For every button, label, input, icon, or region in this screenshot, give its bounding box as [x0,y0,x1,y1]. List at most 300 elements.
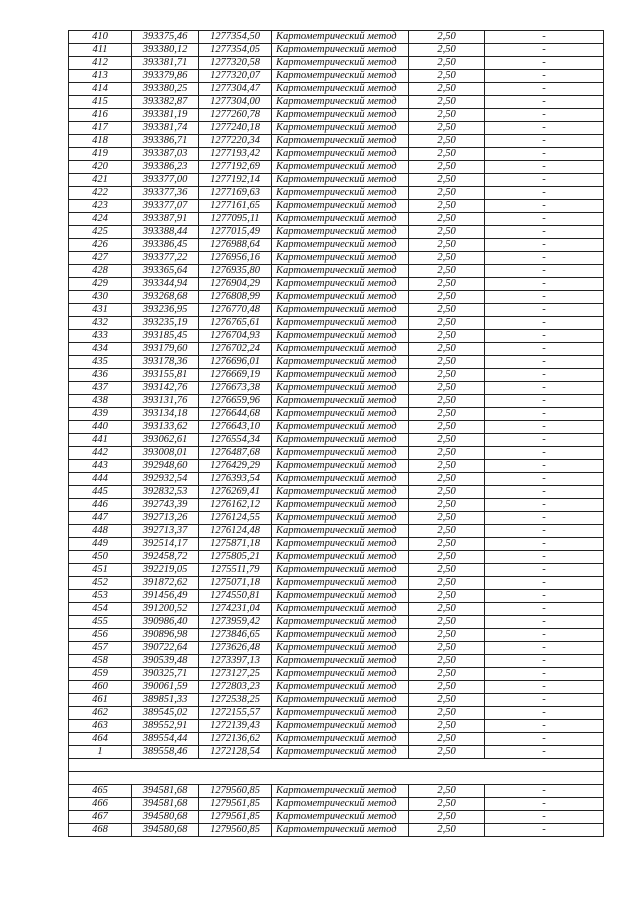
method-cell: Картометрический метод [272,252,409,265]
note-cell: - [485,668,604,681]
point-number-cell: 452 [69,577,132,590]
accuracy-cell: 2,50 [409,746,485,759]
method-cell: Картометрический метод [272,577,409,590]
note-cell: - [485,590,604,603]
table-row [69,174,604,187]
accuracy-cell: 2,50 [409,707,485,720]
x-coordinate-cell: 393142,76 [132,382,199,395]
method-cell: Картометрический метод [272,746,409,759]
x-coordinate-cell: 392932,54 [132,473,199,486]
table-row [69,382,604,395]
note-cell: - [485,797,604,810]
accuracy-cell: 2,50 [409,330,485,343]
note-cell: - [485,694,604,707]
method-cell: Картометрический метод [272,161,409,174]
x-coordinate-cell: 393387,91 [132,213,199,226]
note-cell: - [485,226,604,239]
accuracy-cell: 2,50 [409,252,485,265]
accuracy-cell: 2,50 [409,681,485,694]
x-coordinate-cell: 393381,71 [132,57,199,70]
table-row [69,96,604,109]
method-cell: Картометрический метод [272,551,409,564]
table-separator-row [69,771,604,784]
accuracy-cell: 2,50 [409,603,485,616]
point-number-cell: 454 [69,603,132,616]
y-coordinate-cell: 1277192,14 [199,174,272,187]
table-row [69,109,604,122]
note-cell: - [485,629,604,642]
y-coordinate-cell: 1279560,85 [199,823,272,836]
y-coordinate-cell: 1277354,50 [199,31,272,44]
note-cell: - [485,148,604,161]
accuracy-cell: 2,50 [409,499,485,512]
table-row [69,213,604,226]
accuracy-cell: 2,50 [409,460,485,473]
table-row [69,473,604,486]
accuracy-cell: 2,50 [409,44,485,57]
point-number-cell: 415 [69,96,132,109]
y-coordinate-cell: 1277220,34 [199,135,272,148]
method-cell: Картометрический метод [272,291,409,304]
x-coordinate-cell: 393381,74 [132,122,199,135]
coordinates-table [68,30,604,837]
x-coordinate-cell: 390061,59 [132,681,199,694]
point-number-cell: 433 [69,330,132,343]
method-cell: Картометрический метод [272,603,409,616]
x-coordinate-cell: 393134,18 [132,408,199,421]
accuracy-cell: 2,50 [409,304,485,317]
y-coordinate-cell: 1277095,11 [199,213,272,226]
x-coordinate-cell: 391872,62 [132,577,199,590]
point-number-cell: 453 [69,590,132,603]
x-coordinate-cell: 393185,45 [132,330,199,343]
note-cell: - [485,707,604,720]
y-coordinate-cell: 1277304,00 [199,96,272,109]
method-cell: Картометрический метод [272,460,409,473]
y-coordinate-cell: 1279561,85 [199,797,272,810]
point-number-cell: 423 [69,200,132,213]
x-coordinate-cell: 393375,46 [132,31,199,44]
accuracy-cell: 2,50 [409,239,485,252]
method-cell: Картометрический метод [272,226,409,239]
method-cell: Картометрический метод [272,31,409,44]
table-row [69,590,604,603]
y-coordinate-cell: 1276702,24 [199,343,272,356]
x-coordinate-cell: 393062,61 [132,434,199,447]
table-row [69,70,604,83]
table-row [69,239,604,252]
table-row [69,330,604,343]
table-row [69,577,604,590]
accuracy-cell: 2,50 [409,797,485,810]
point-number-cell: 466 [69,797,132,810]
accuracy-cell: 2,50 [409,473,485,486]
point-number-cell: 455 [69,616,132,629]
x-coordinate-cell: 391200,52 [132,603,199,616]
method-cell: Картометрический метод [272,330,409,343]
note-cell: - [485,239,604,252]
table-row [69,83,604,96]
table-row [69,603,604,616]
x-coordinate-cell: 393236,95 [132,304,199,317]
x-coordinate-cell: 393380,25 [132,83,199,96]
y-coordinate-cell: 1276554,34 [199,434,272,447]
point-number-cell: 425 [69,226,132,239]
note-cell: - [485,460,604,473]
accuracy-cell: 2,50 [409,538,485,551]
table-row [69,655,604,668]
point-number-cell: 451 [69,564,132,577]
point-number-cell: 426 [69,239,132,252]
table-row [69,642,604,655]
y-coordinate-cell: 1273397,13 [199,655,272,668]
point-number-cell: 446 [69,499,132,512]
x-coordinate-cell: 390539,48 [132,655,199,668]
x-coordinate-cell: 389558,46 [132,746,199,759]
accuracy-cell: 2,50 [409,629,485,642]
method-cell: Картометрический метод [272,590,409,603]
y-coordinate-cell: 1276124,48 [199,525,272,538]
x-coordinate-cell: 393235,19 [132,317,199,330]
x-coordinate-cell: 393379,86 [132,70,199,83]
x-coordinate-cell: 390896,98 [132,629,199,642]
table-row [69,733,604,746]
point-number-cell: 449 [69,538,132,551]
point-number-cell: 464 [69,733,132,746]
y-coordinate-cell: 1277354,05 [199,44,272,57]
method-cell: Картометрический метод [272,707,409,720]
note-cell: - [485,356,604,369]
x-coordinate-cell: 393386,71 [132,135,199,148]
accuracy-cell: 2,50 [409,200,485,213]
note-cell: - [485,83,604,96]
accuracy-cell: 2,50 [409,564,485,577]
point-number-cell: 436 [69,369,132,382]
y-coordinate-cell: 1276696,01 [199,356,272,369]
point-number-cell: 435 [69,356,132,369]
x-coordinate-cell: 392514,17 [132,538,199,551]
method-cell: Картометрический метод [272,213,409,226]
x-coordinate-cell: 392219,05 [132,564,199,577]
y-coordinate-cell: 1276487,68 [199,447,272,460]
y-coordinate-cell: 1276765,61 [199,317,272,330]
point-number-cell: 424 [69,213,132,226]
method-cell: Картометрический метод [272,512,409,525]
point-number-cell: 445 [69,486,132,499]
y-coordinate-cell: 1273626,48 [199,642,272,655]
point-number-cell: 463 [69,720,132,733]
point-number-cell: 443 [69,460,132,473]
method-cell: Картометрический метод [272,265,409,278]
method-cell: Картометрический метод [272,784,409,797]
y-coordinate-cell: 1276988,64 [199,239,272,252]
x-coordinate-cell: 393155,81 [132,369,199,382]
method-cell: Картометрический метод [272,200,409,213]
y-coordinate-cell: 1276669,19 [199,369,272,382]
note-cell: - [485,746,604,759]
table-row [69,810,604,823]
x-coordinate-cell: 393178,36 [132,356,199,369]
point-number-cell: 461 [69,694,132,707]
note-cell: - [485,525,604,538]
y-coordinate-cell: 1275511,79 [199,564,272,577]
y-coordinate-cell: 1277015,49 [199,226,272,239]
table-row [69,369,604,382]
x-coordinate-cell: 393131,76 [132,395,199,408]
accuracy-cell: 2,50 [409,187,485,200]
table-row [69,395,604,408]
accuracy-cell: 2,50 [409,291,485,304]
accuracy-cell: 2,50 [409,317,485,330]
point-number-cell: 429 [69,278,132,291]
method-cell: Картометрический метод [272,655,409,668]
point-number-cell: 411 [69,44,132,57]
note-cell: - [485,135,604,148]
y-coordinate-cell: 1277193,42 [199,148,272,161]
accuracy-cell: 2,50 [409,265,485,278]
y-coordinate-cell: 1276770,48 [199,304,272,317]
note-cell: - [485,720,604,733]
method-cell: Картометрический метод [272,473,409,486]
x-coordinate-cell: 392948,60 [132,460,199,473]
method-cell: Картометрический метод [272,733,409,746]
coordinates-table-gap [69,759,604,785]
table-row [69,408,604,421]
y-coordinate-cell: 1276644,68 [199,408,272,421]
accuracy-cell: 2,50 [409,590,485,603]
method-cell: Картометрический метод [272,369,409,382]
method-cell: Картометрический метод [272,421,409,434]
note-cell: - [485,421,604,434]
y-coordinate-cell: 1273127,25 [199,668,272,681]
method-cell: Картометрический метод [272,486,409,499]
accuracy-cell: 2,50 [409,278,485,291]
note-cell: - [485,44,604,57]
table-row [69,291,604,304]
point-number-cell: 418 [69,135,132,148]
x-coordinate-cell: 391456,49 [132,590,199,603]
table-row [69,135,604,148]
y-coordinate-cell: 1276269,41 [199,486,272,499]
y-coordinate-cell: 1277240,18 [199,122,272,135]
point-number-cell: 416 [69,109,132,122]
x-coordinate-cell: 394581,68 [132,784,199,797]
point-number-cell: 458 [69,655,132,668]
note-cell: - [485,395,604,408]
note-cell: - [485,655,604,668]
y-coordinate-cell: 1272538,25 [199,694,272,707]
table-row [69,823,604,836]
accuracy-cell: 2,50 [409,122,485,135]
coordinates-table-body-b [69,784,604,836]
note-cell: - [485,512,604,525]
method-cell: Картометрический метод [272,408,409,421]
table-row [69,447,604,460]
note-cell: - [485,304,604,317]
note-cell: - [485,681,604,694]
note-cell: - [485,343,604,356]
x-coordinate-cell: 393377,36 [132,187,199,200]
x-coordinate-cell: 393179,60 [132,343,199,356]
y-coordinate-cell: 1276429,29 [199,460,272,473]
point-number-cell: 413 [69,70,132,83]
accuracy-cell: 2,50 [409,525,485,538]
method-cell: Картометрический метод [272,434,409,447]
y-coordinate-cell: 1272155,57 [199,707,272,720]
method-cell: Картометрический метод [272,797,409,810]
accuracy-cell: 2,50 [409,434,485,447]
accuracy-cell: 2,50 [409,161,485,174]
x-coordinate-cell: 393008,01 [132,447,199,460]
x-coordinate-cell: 389554,44 [132,733,199,746]
x-coordinate-cell: 393380,12 [132,44,199,57]
table-row [69,434,604,447]
point-number-cell: 467 [69,810,132,823]
point-number-cell: 456 [69,629,132,642]
point-number-cell: 462 [69,707,132,720]
accuracy-cell: 2,50 [409,109,485,122]
note-cell: - [485,96,604,109]
point-number-cell: 460 [69,681,132,694]
table-row [69,356,604,369]
method-cell: Картометрический метод [272,187,409,200]
table-row [69,629,604,642]
table-row [69,265,604,278]
note-cell: - [485,317,604,330]
note-cell: - [485,369,604,382]
y-coordinate-cell: 1277192,69 [199,161,272,174]
note-cell: - [485,551,604,564]
point-number-cell: 421 [69,174,132,187]
note-cell: - [485,278,604,291]
note-cell: - [485,538,604,551]
accuracy-cell: 2,50 [409,83,485,96]
table-row [69,499,604,512]
method-cell: Картометрический метод [272,96,409,109]
x-coordinate-cell: 392832,53 [132,486,199,499]
accuracy-cell: 2,50 [409,616,485,629]
table-row [69,784,604,797]
accuracy-cell: 2,50 [409,486,485,499]
method-cell: Картометрический метод [272,304,409,317]
method-cell: Картометрический метод [272,642,409,655]
point-number-cell: 420 [69,161,132,174]
x-coordinate-cell: 394581,68 [132,797,199,810]
method-cell: Картометрический метод [272,694,409,707]
method-cell: Картометрический метод [272,83,409,96]
y-coordinate-cell: 1279560,85 [199,784,272,797]
table-row [69,707,604,720]
point-number-cell: 468 [69,823,132,836]
note-cell: - [485,213,604,226]
table-row [69,460,604,473]
point-number-cell: 450 [69,551,132,564]
table-row [69,525,604,538]
y-coordinate-cell: 1272803,23 [199,681,272,694]
point-number-cell: 419 [69,148,132,161]
y-coordinate-cell: 1275071,18 [199,577,272,590]
point-number-cell: 444 [69,473,132,486]
accuracy-cell: 2,50 [409,148,485,161]
method-cell: Картометрический метод [272,538,409,551]
method-cell: Картометрический метод [272,616,409,629]
method-cell: Картометрический метод [272,564,409,577]
table-row [69,122,604,135]
x-coordinate-cell: 392713,26 [132,512,199,525]
y-coordinate-cell: 1277161,65 [199,200,272,213]
y-coordinate-cell: 1276935,80 [199,265,272,278]
method-cell: Картометрический метод [272,44,409,57]
x-coordinate-cell: 392458,72 [132,551,199,564]
method-cell: Картометрический метод [272,447,409,460]
x-coordinate-cell: 393381,19 [132,109,199,122]
note-cell: - [485,174,604,187]
note-cell: - [485,473,604,486]
point-number-cell: 431 [69,304,132,317]
point-number-cell: 440 [69,421,132,434]
x-coordinate-cell: 393382,87 [132,96,199,109]
x-coordinate-cell: 389545,02 [132,707,199,720]
y-coordinate-cell: 1276162,12 [199,499,272,512]
table-row [69,797,604,810]
note-cell: - [485,187,604,200]
table-row [69,278,604,291]
method-cell: Картометрический метод [272,668,409,681]
point-number-cell: 447 [69,512,132,525]
note-cell: - [485,265,604,278]
table-row [69,720,604,733]
accuracy-cell: 2,50 [409,512,485,525]
accuracy-cell: 2,50 [409,668,485,681]
accuracy-cell: 2,50 [409,551,485,564]
method-cell: Картометрический метод [272,499,409,512]
x-coordinate-cell: 393377,07 [132,200,199,213]
point-number-cell: 439 [69,408,132,421]
method-cell: Картометрический метод [272,70,409,83]
x-coordinate-cell: 392743,39 [132,499,199,512]
point-number-cell: 438 [69,395,132,408]
accuracy-cell: 2,50 [409,408,485,421]
accuracy-cell: 2,50 [409,733,485,746]
accuracy-cell: 2,50 [409,421,485,434]
method-cell: Картометрический метод [272,720,409,733]
table-row [69,57,604,70]
y-coordinate-cell: 1272139,43 [199,720,272,733]
y-coordinate-cell: 1277260,78 [199,109,272,122]
note-cell: - [485,109,604,122]
method-cell: Картометрический метод [272,356,409,369]
note-cell: - [485,564,604,577]
note-cell: - [485,200,604,213]
accuracy-cell: 2,50 [409,96,485,109]
method-cell: Картометрический метод [272,382,409,395]
point-number-cell: 417 [69,122,132,135]
note-cell: - [485,447,604,460]
y-coordinate-cell: 1277304,47 [199,83,272,96]
accuracy-cell: 2,50 [409,577,485,590]
note-cell: - [485,642,604,655]
y-coordinate-cell: 1279561,85 [199,810,272,823]
table-row [69,551,604,564]
method-cell: Картометрический метод [272,629,409,642]
table-row [69,668,604,681]
method-cell: Картометрический метод [272,239,409,252]
table-row [69,317,604,330]
x-coordinate-cell: 390986,40 [132,616,199,629]
y-coordinate-cell: 1273846,65 [199,629,272,642]
point-number-cell: 457 [69,642,132,655]
accuracy-cell: 2,50 [409,356,485,369]
